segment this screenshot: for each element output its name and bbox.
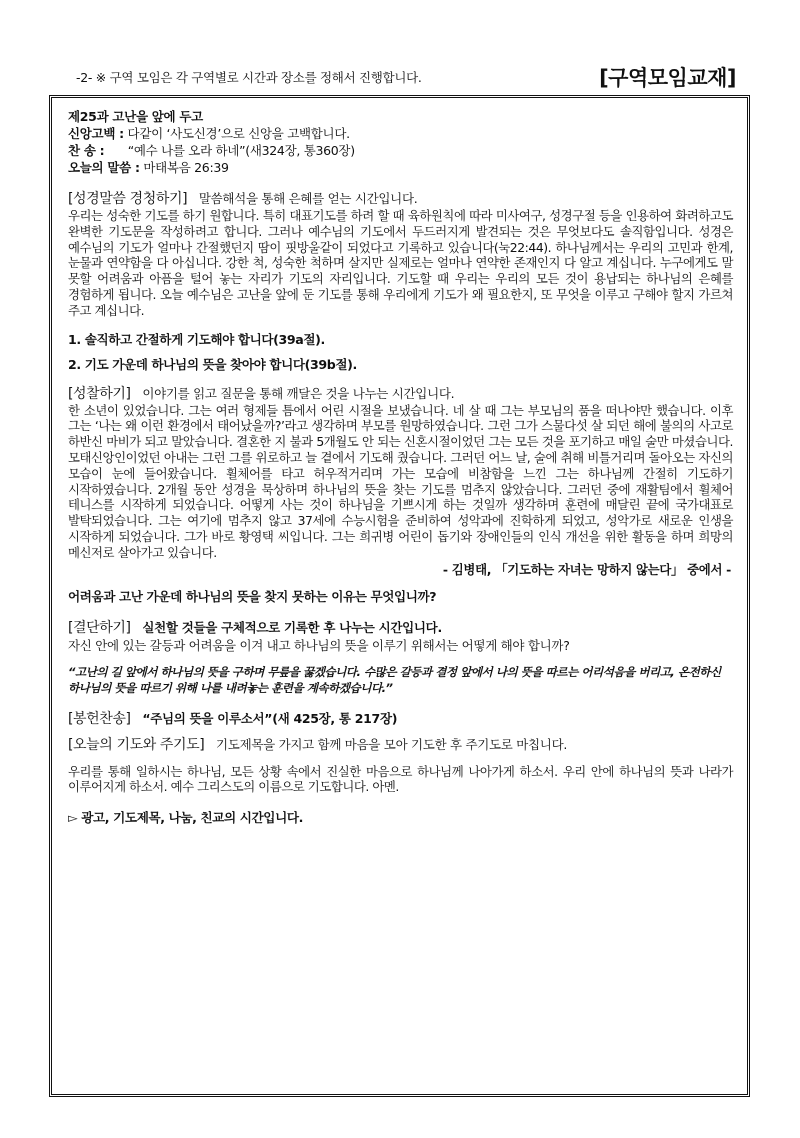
hymn-text: “예수 나를 오라 하네”(새324장, 통360장) — [127, 143, 355, 158]
listen-body: 우리는 성숙한 기도를 하기 원합니다. 특히 대표기도를 하려 할 때 육하원칙에 따라 미사여구, 성경구절 등을 인용하여 화려하고도 완벽한 기도문을 작성하려고 합니다. 그러나 예수님의 기도에서 두드러지게 발견되는 것은 무엇보다도 솔직함입니다. 성경은 예수님의 기도가 얼마나 간절했던지 땀이 핏방울같이 되었다고 기록하고 있습니다(눅22:44). 하나님께서는 우리의 고민과 한계, 눈물과 연약함을 다 아십니다. 강한 척, 성숙한 척하며 살지만 실제로는 얼마나 연약한 존재인지 다 알고 계십니다. 누구에게도 말 못할 어려움과 아픔을 털어 놓는 자리가 기도의 자리입니다. 기도할 때 우리는 우리의 모든 것이 용납되는 하나님의 은혜를 경험하게 됩니다. 오늘 예수님은 고난을 앞에 둔 기도를 통해 우리에게 기도가 왜 필요한지, 또 무엇을 이루고 구해야 할지 가르쳐 주고 계십니다. — [68, 208, 733, 318]
decide-tag: [결단하기] — [68, 619, 131, 636]
page-note: -2- ※ 구역 모임은 각 구역별로 시간과 장소를 정해서 진행합니다. — [76, 70, 422, 85]
share-header — [68, 385, 733, 403]
prayer-header — [68, 736, 733, 754]
creed-label: 신앙고백 : — [68, 126, 124, 141]
decide-desc: 실천할 것들을 구체적으로 기록한 후 나누는 시간입니다. — [142, 619, 442, 635]
share-tag: [성찰하기] — [68, 385, 131, 402]
share-story: 한 소년이 있었습니다. 그는 여러 형제들 틈에서 어린 시절을 보냈습니다. 네 살 때 그는 부모님의 품을 떠나야만 했습니다. 이후 그는 ‘나는 왜 이런 환경에서 태어났을까?’라고 생각하며 부모를 원망하였습니다. 그런 그가 스물다섯 살 되던 해에 불의의 사고로 하반신 마비가 되고 말았습니다. 결혼한 지 불과 5개월도 안 되는 신혼시절이었던 그는 모든 것을 포기하고 매일 술만 마셨습니다. 모태신앙인이었던 아내는 그런 그를 위로하고 늘 곁에서 기도해 줬습니다. 그러던 어느 날, 술에 취해 비틀거리며 돌아오는 자신의 모습이 눈에 들어왔습니다. 휠체어를 타고 허우적거리며 가는 모습에 비참함을 느낀 그는 하나님께 간절히 기도하기 시작하였습니다. 2개월 동안 성경을 묵상하며 하나님의 뜻을 찾는 기도를 멈추지 않았습니다. 그러던 중에 재활팀에서 휠체어 테니스를 시작하게 되었습니다. 어떻게 사는 것이 하나님을 기쁘시게 하는 것일까 생각하며 훈련에 매달린 끝에 국가대표로 발탁되었습니다. 그는 여기에 멈추지 않고 37세에 수능시험을 준비하여 성악과에 진학하게 되었고, 성악가로 새로운 인생을 시작하게 되었습니다. 그가 바로 황영택 씨입니다. 그는 희귀병 어린이 돕기와 장애인들의 인식 개선을 위한 활동을 하며 희망의 메신저로 살아가고 있습니다. — [68, 402, 733, 560]
story-source: - 김병태, 「기도하는 자녀는 망하지 않는다」 중에서 - — [442, 561, 731, 577]
offering-line — [68, 710, 733, 728]
decide-header — [68, 619, 733, 637]
footer-notice: ▻ 광고, 기도제목, 나눔, 친교의 시간입니다. — [68, 810, 303, 826]
prayer-body: 우리를 통해 일하시는 하나님, 모든 상황 속에서 진실한 마음으로 하나님께 나아가게 하소서. 우리 안에 하나님의 뜻과 나라가 이루어지게 하소서. 예수 그리스도의 이름으로 기도합니다. 아멘. — [68, 763, 733, 795]
decide-question: 자신 안에 있는 갈등과 어려움을 이겨 내고 하나님의 뜻을 이루기 위해서는 어떻게 해야 합니까? — [68, 637, 570, 653]
creed-text: 다같이 ‘사도신경’으로 신앙을 고백합니다. — [127, 126, 350, 141]
listen-tag: [성경말씀 경청하기] — [68, 191, 188, 207]
listen-header — [68, 190, 733, 208]
point-1: 1. 솔직하고 간절하게 기도해야 합니다(39a절). — [68, 331, 325, 347]
word-line — [68, 159, 733, 176]
share-question: 어려움과 고난 가운데 하나님의 뜻을 찾지 못하는 이유는 무엇입니까? — [68, 588, 437, 604]
prayer-tag: [오늘의 기도와 주기도] — [68, 736, 205, 753]
lesson-title: 제25과 고난을 앞에 두고 — [68, 109, 203, 124]
page-header — [66, 62, 736, 96]
lesson-box — [49, 95, 750, 1097]
word-label: 오늘의 말씀 : — [68, 160, 140, 175]
prayer-desc: 기도제목을 가지고 함께 마음을 모아 기도한 후 주기도로 마칩니다. — [216, 736, 568, 752]
point-2: 2. 기도 가운데 하나님의 뜻을 찾아야 합니다(39b절). — [68, 356, 357, 372]
material-badge: [구역모임교재] — [599, 66, 736, 90]
offering-hymn: “주님의 뜻을 이루소서”(새 425장, 통 217장) — [142, 710, 398, 726]
listen-desc: 말씀해석을 통해 은혜를 얻는 시간입니다. — [198, 191, 418, 206]
offering-tag: [봉헌찬송] — [68, 710, 131, 727]
share-desc: 이야기를 읽고 질문을 통해 깨달은 것을 나누는 시간입니다. — [142, 385, 455, 401]
word-text: 마태복음 26:39 — [143, 160, 229, 175]
hymn-label: 찬 송 : — [68, 143, 105, 158]
decide-quote: “고난의 길 앞에서 하나님의 뜻을 구하며 무릎을 꿇겠습니다. 수많은 갈등과 결정 앞에서 나의 뜻을 따르는 어리석음을 버리고, 온전하신 하나님의 뜻을 따르기 위해 나를 내려놓는 훈련을 계속하겠습니다.” — [68, 664, 721, 695]
hymn-line — [68, 142, 733, 159]
creed-line — [68, 125, 733, 142]
